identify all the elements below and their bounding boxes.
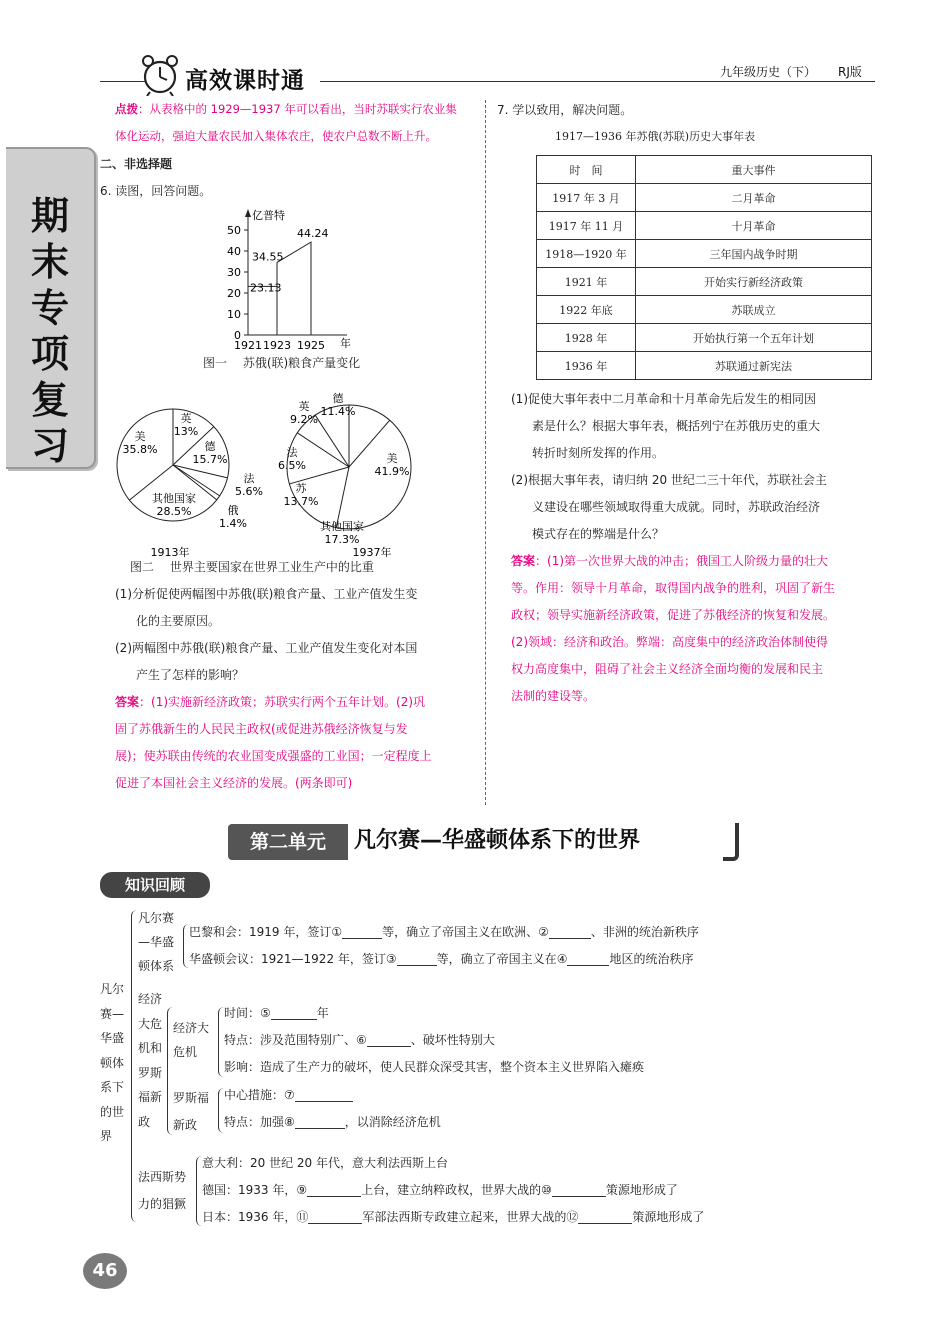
table-row <box>537 296 872 324</box>
data-label: 23.13 <box>250 281 282 295</box>
pie-slice-label: 美 41.9% <box>374 452 410 478</box>
answer-line: 权力高度集中，阻碍了社会主义经济全面均衡的发展和民主 <box>511 662 824 676</box>
answer-blank[interactable] <box>397 951 437 966</box>
blank-number: ⑤ <box>260 1006 271 1020</box>
branch-text: 危机 <box>173 1045 198 1059</box>
table-cell: 开始执行第一个五年计划 <box>636 324 872 352</box>
blank-number: ③ <box>385 952 397 966</box>
item-text: 等，确立了帝国主义在欧洲、 <box>382 925 539 939</box>
table-cell: 苏联成立 <box>636 296 872 324</box>
answer-line: 展)；使苏联由传统的农业国变成强盛的工业国；一定程度上 <box>115 749 432 763</box>
y-tick-label: 30 <box>227 266 241 279</box>
branch-text: 法西斯势 <box>138 1170 187 1184</box>
pie-slice-edge <box>336 467 349 528</box>
q6-part2-line: 产生了怎样的影响？ <box>136 668 245 682</box>
answer-blank[interactable] <box>549 924 591 939</box>
question-6-parts <box>115 581 485 689</box>
branch-2-label <box>138 987 162 1134</box>
item-text: 上台，建立纳粹政权，世界大战的 <box>361 1183 542 1197</box>
table-row <box>537 184 872 212</box>
table-cell: 开始实行新经济政策 <box>636 268 872 296</box>
header-rule-left <box>100 81 145 82</box>
branch-text: 经济大 <box>173 1021 210 1035</box>
answer-blank[interactable] <box>295 1114 345 1129</box>
branch-text: 大危 <box>138 1016 163 1031</box>
pie-slice-label: 苏 13.7% <box>283 482 319 508</box>
item-text: 华盛顿会议：1921—1922 年，签订 <box>189 952 386 966</box>
q7-part1-line: (1)促使大事年表中二月革命和十月革命先后发生的相同因 <box>511 392 817 406</box>
y-axis-arrow <box>245 209 251 217</box>
question-7-parts <box>511 386 881 548</box>
answer-line: 等。作用：领导十月革命，取得国内战争的胜利，巩固了新生 <box>511 581 836 595</box>
item-text: 中心措施： <box>224 1088 285 1102</box>
side-tab-char: 复 <box>30 378 69 422</box>
q6-part2-line: (2)两幅图中苏俄(联)粮食产量、工业产值发生变化对本国 <box>115 641 418 655</box>
table-title: 1917—1936 年苏俄(苏联)历史大事年表 <box>555 130 756 143</box>
answer-blank[interactable] <box>367 1032 411 1047</box>
grain-chart <box>215 205 375 355</box>
answer-blank[interactable] <box>552 1182 606 1197</box>
q6-part1-line: 化的主要原因。 <box>136 614 221 628</box>
branch-1-item-1 <box>189 923 699 940</box>
branch-text: 政 <box>138 1114 151 1129</box>
answer-label: 答案 <box>511 554 536 568</box>
pie-title: 1937年 <box>352 546 392 559</box>
branch-text: 经济 <box>138 992 163 1006</box>
tree-root-text: 界 <box>100 1129 113 1143</box>
blank-number: ① <box>331 925 343 939</box>
data-label: 34.55 <box>252 250 284 264</box>
data-label: 44.24 <box>297 227 329 241</box>
answer-line: 促进了本国社会主义经济的发展。(两条即可) <box>115 776 353 790</box>
side-tab-char: 末 <box>30 240 69 284</box>
q7-part2-line: (2)根据大事年表，请归纳 20 世纪二三十年代，苏联社会主 <box>511 473 827 487</box>
item-text: 策源地形成了 <box>605 1183 678 1197</box>
item-text: 德国：1933 年， <box>202 1183 297 1197</box>
branch-text: —华盛 <box>138 935 175 949</box>
tree-root-text: 凡尔 <box>100 982 125 996</box>
blank-number: ⑩ <box>541 1183 552 1197</box>
column-divider <box>485 100 486 805</box>
tree-root-text: 的世 <box>100 1104 125 1119</box>
item-text: 特点：加强 <box>224 1115 285 1129</box>
tree-root-text: 系下 <box>100 1080 125 1094</box>
table-cell: 1921 年 <box>537 268 636 296</box>
answer-line: (2)领域：经济和政治。弊端：高度集中的经济政治体制使得 <box>511 635 829 649</box>
blank-number: ⑧ <box>284 1115 295 1129</box>
table-row <box>537 240 872 268</box>
item-text: 军部法西斯专政建立起来，世界大战的 <box>362 1210 567 1224</box>
table-cell: 苏联通过新宪法 <box>636 352 872 380</box>
fascism-japan <box>202 1208 704 1225</box>
side-tab-char: 专 <box>30 286 69 330</box>
item-text: ，以消除经济危机 <box>344 1115 441 1129</box>
fascism-germany <box>202 1181 678 1198</box>
branch-1-label <box>138 906 174 978</box>
x-tick-label: 1925 <box>297 339 325 352</box>
answer-blank[interactable] <box>578 1209 632 1224</box>
figure-2-caption: 图二 世界主要国家在世界工业生产中的比重 <box>130 560 374 574</box>
answer-blank[interactable] <box>295 1087 353 1102</box>
branch-text: 顿体系 <box>138 959 175 973</box>
tip-text: ：从表格中的 1929—1937 年可以看出，当时苏联实行农业集 <box>138 102 457 116</box>
pie-slice-label: 德 11.4% <box>320 392 356 418</box>
pie-slice-label: 其他国家 28.5% <box>152 492 196 518</box>
q7-answer <box>511 548 881 710</box>
section-heading: 二、非选择题 <box>100 157 173 171</box>
answer-blank[interactable] <box>307 1182 361 1197</box>
question-7: 7. 学以致用，解决问题。 <box>497 103 633 117</box>
side-tab-char: 习 <box>30 424 69 468</box>
tree-root-text: 赛— <box>100 1006 125 1021</box>
table-header-row <box>537 156 872 184</box>
branch-2-sub-2 <box>173 1085 209 1139</box>
branch-text: 罗斯福 <box>173 1091 210 1105</box>
table-cell: 1928 年 <box>537 324 636 352</box>
blank-number: ④ <box>556 952 568 966</box>
x-tick-label: 1923 <box>263 339 291 352</box>
pie-slice-label: 法 6.5% <box>278 446 306 472</box>
crisis-impact: 影响：造成了生产力的破坏，使人民群众深受其害，整个资本主义世界陷入瘫痪 <box>224 1060 645 1074</box>
table-cell: 十月革命 <box>636 212 872 240</box>
crisis-features <box>224 1031 495 1048</box>
item-text: 年 <box>316 1006 329 1020</box>
pie-slice-label: 俄 1.4% <box>219 504 247 530</box>
y-tick-label: 50 <box>227 224 241 237</box>
q7-part1-line: 转折时刻所发挥的作用。 <box>532 446 665 460</box>
q7-part2-line: 义建设在哪些领域取得重大成就。同时，苏联政治经济 <box>532 500 821 514</box>
pie-slice-label: 英 13% <box>173 412 199 438</box>
branch-text: 力的猖獗 <box>138 1197 187 1211</box>
fascism-italy: 意大利：20 世纪 20 年代，意大利法西斯上台 <box>202 1156 448 1170</box>
q6-answer <box>115 689 485 797</box>
table-row <box>537 212 872 240</box>
q6-part1-line: (1)分析促使两幅图中苏俄(联)粮食产量、工业产值发生变 <box>115 587 418 601</box>
question-6: 6. 读图，回答问题。 <box>100 184 212 198</box>
side-tab <box>6 147 96 469</box>
y-axis-label: 亿普特 <box>252 209 285 222</box>
pie-slice-label: 法 5.6% <box>235 472 263 498</box>
table-cell: 1917 年 11 月 <box>537 212 636 240</box>
blank-number: ⑥ <box>356 1033 367 1047</box>
blank-number: ⑪ <box>296 1210 309 1224</box>
branch-text: 罗斯 <box>138 1065 163 1080</box>
q7-part2-line: 模式存在的弊端是什么？ <box>532 527 665 541</box>
item-text: 等，确立了帝国主义在 <box>436 952 557 966</box>
table-cell: 1922 年底 <box>537 296 636 324</box>
branch-1-item-2 <box>189 950 693 967</box>
crisis-time <box>224 1004 329 1021</box>
header-rule-right <box>320 81 875 82</box>
tip-label: 点拨 <box>115 102 138 116</box>
events-table <box>536 155 872 380</box>
pie-slice-label: 美 35.8% <box>122 430 158 456</box>
grade-label: 九年级历史（下） <box>720 65 817 79</box>
edition-label: RJ版 <box>838 65 862 79</box>
pie-title: 1913年 <box>150 546 190 559</box>
unit-bracket <box>723 823 739 861</box>
item-text: 、破坏性特别大 <box>410 1033 495 1047</box>
answer-line: ：(1)实施新经济政策；苏联实行两个五年计划。(2)巩 <box>139 695 426 709</box>
branch-3-label <box>138 1164 186 1218</box>
side-tab-char: 项 <box>30 332 69 376</box>
knowledge-review-tag: 知识回顾 <box>100 872 210 898</box>
answer-line: 政权；领导实施新经济政策，促进了苏俄经济的恢复和发展。 <box>511 608 836 622</box>
brand-title: 高效课时通 <box>185 68 305 94</box>
answer-line: 固了苏俄新生的人民民主政权(或促进苏俄经济恢复与发 <box>115 722 408 736</box>
answer-blank[interactable] <box>342 924 382 939</box>
tip-block <box>115 96 483 150</box>
branch-text: 机和 <box>138 1041 163 1055</box>
item-text: 策源地形成了 <box>632 1210 705 1224</box>
y-tick-label: 40 <box>227 245 241 258</box>
item-text: 时间： <box>224 1006 261 1020</box>
branch-text: 新政 <box>173 1118 198 1132</box>
table-header: 重大事件 <box>636 156 872 184</box>
tree-root-text: 顿体 <box>100 1055 125 1070</box>
blank-number: ② <box>538 925 549 939</box>
branch-text: 凡尔赛 <box>138 911 175 925</box>
pie-slice-edge <box>315 415 349 467</box>
tree-root <box>100 977 124 1149</box>
pie-slice-label: 其他国家 17.3% <box>320 520 364 546</box>
pie-slice-label: 英 9.2% <box>290 400 318 426</box>
q7-part1-line: 素是什么？根据大事年表，概括列宁在苏俄历史的重大 <box>532 419 821 433</box>
tip-text: 体化运动，强迫大量农民加入集体农庄，使农户总数不断上升。 <box>115 129 437 143</box>
branch-text: 福新 <box>138 1090 163 1104</box>
table-cell: 二月革命 <box>636 184 872 212</box>
y-tick-label: 20 <box>227 287 241 300</box>
page-number: 46 <box>83 1253 127 1289</box>
table-cell: 1917 年 3 月 <box>537 184 636 212</box>
answer-line: 法制的建设等。 <box>511 689 596 703</box>
pie-slice-edge <box>349 420 390 467</box>
tree-brace <box>131 910 138 1222</box>
pie-slice-label: 德 15.7% <box>192 440 228 466</box>
item-text: 特点：涉及范围特别广、 <box>224 1033 357 1047</box>
industry-pie-charts <box>110 380 440 560</box>
item-text: 地区的统治秩序 <box>609 952 694 966</box>
figure-1-caption: 图一 苏俄(联)粮食产量变化 <box>203 356 361 370</box>
new-deal-feature <box>224 1113 441 1130</box>
new-deal-measure <box>224 1086 353 1103</box>
answer-blank[interactable] <box>271 1005 317 1020</box>
answer-label: 答案 <box>115 695 140 709</box>
y-tick-label: 0 <box>234 329 241 342</box>
answer-blank[interactable] <box>308 1209 362 1224</box>
blank-number: ⑦ <box>284 1088 295 1102</box>
branch-2-sub-1 <box>173 1016 209 1064</box>
unit-title: 凡尔赛—华盛顿体系下的世界 <box>354 828 641 853</box>
answer-blank[interactable] <box>567 951 609 966</box>
x-axis-label: 年 <box>340 337 351 350</box>
table-row <box>537 324 872 352</box>
y-tick-label: 10 <box>227 308 241 321</box>
blank-number: ⑨ <box>296 1183 308 1197</box>
table-row <box>537 352 872 380</box>
x-tick-label: 1921 <box>234 339 262 352</box>
unit-tag: 第二单元 <box>228 824 348 860</box>
item-text: 日本：1936 年， <box>202 1210 297 1224</box>
item-text: 巴黎和会：1919 年，签订 <box>189 925 332 939</box>
table-cell: 1918—1920 年 <box>537 240 636 268</box>
side-tab-char: 期 <box>30 194 69 238</box>
blank-number: ⑫ <box>566 1210 579 1224</box>
alarm-clock-icon <box>140 52 180 96</box>
answer-line: ：(1)第一次世界大战的冲击；俄国工人阶级力量的壮大 <box>535 554 829 568</box>
tree-root-text: 华盛 <box>100 1031 125 1045</box>
table-cell: 1936 年 <box>537 352 636 380</box>
item-text: 、非洲的统治新秩序 <box>590 925 699 939</box>
table-row <box>537 268 872 296</box>
table-cell: 三年国内战争时期 <box>636 240 872 268</box>
table-header: 时 间 <box>537 156 636 184</box>
